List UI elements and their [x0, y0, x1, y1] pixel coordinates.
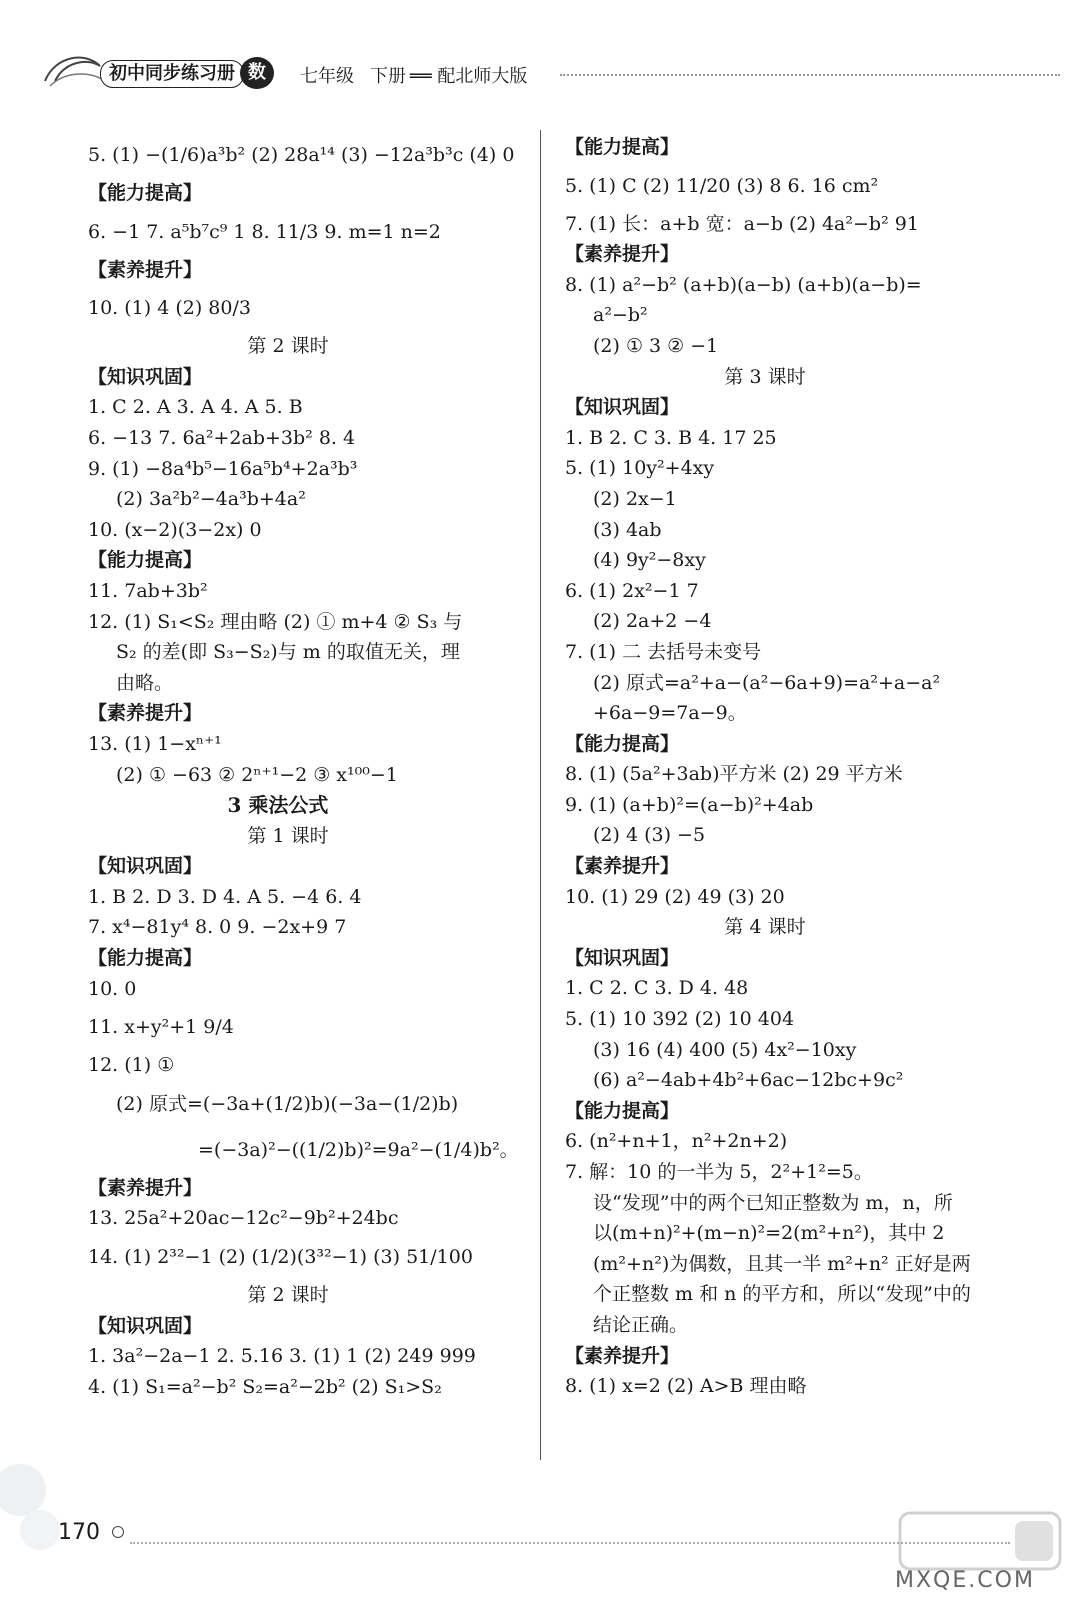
answer-line: 14. (1) 2³²−1 (2) (1/2)(3³²−1) (3) 51/100 — [88, 1246, 473, 1269]
answer-line: +6a−9=7a−9。 — [593, 702, 747, 725]
answer-line: 12. (1) S₁<S₂ 理由略 (2) ① m+4 ② S₃ 与 — [88, 610, 463, 633]
answer-line: 1. C 2. C 3. D 4. 48 — [565, 977, 749, 1000]
section-heading: 【素养提升】 — [88, 1176, 203, 1199]
answer-line: (2) 原式=(−3a+(1/2)b)(−3a−(1/2)b) — [116, 1092, 459, 1115]
grade-label: 七年级 — [300, 66, 354, 87]
right-column — [565, 132, 1035, 1402]
answer-line: (2) 2a+2 −4 — [593, 610, 712, 633]
section-heading: 【知识巩固】 — [88, 1314, 203, 1337]
answer-line: 7. (1) 二 去括号未变号 — [565, 640, 762, 663]
section-heading: 【能力提高】 — [88, 947, 203, 970]
answer-line: (2) 2x−1 — [593, 487, 677, 510]
answer-line: (2) 原式=a²+a−(a²−6a+9)=a²+a−a² — [593, 671, 941, 694]
answer-line: 10. (1) 4 (2) 80/3 — [88, 297, 251, 320]
page-number: 170 — [58, 1520, 100, 1545]
lesson-heading: 第 2 课时 — [247, 335, 329, 358]
answer-line: 6. −13 7. 6a²+2ab+3b² 8. 4 — [88, 426, 356, 449]
header-dotted-rule — [560, 74, 1060, 76]
section-heading: 【素养提升】 — [88, 258, 203, 281]
lesson-heading: 第 1 课时 — [247, 824, 329, 847]
answer-line: (6) a²−4ab+4b²+6ac−12bc+9c² — [593, 1069, 904, 1092]
footer-dotted-rule — [130, 1542, 1010, 1544]
answer-line: 1. 3a²−2a−1 2. 5.16 3. (1) 1 (2) 249 999 — [88, 1345, 476, 1368]
book-title: 初中同步练习册 — [100, 60, 244, 88]
corner-decoration-icon — [0, 1450, 70, 1570]
answer-line: 11. 7ab+3b² — [88, 579, 208, 602]
answer-line: (3) 16 (4) 400 (5) 4x²−10xy — [593, 1038, 857, 1061]
section-heading: 【知识巩固】 — [565, 396, 680, 419]
answer-line: 7. (1) 长：a+b 宽：a−b (2) 4a²−b² 91 — [565, 212, 919, 235]
section-heading: 【素养提升】 — [565, 1344, 680, 1367]
answer-line: (2) 4 (3) −5 — [593, 824, 706, 847]
lesson-heading: 第 2 课时 — [247, 1284, 329, 1307]
answer-line: a²−b² — [593, 304, 648, 327]
answer-line: 10. (1) 29 (2) 49 (3) 20 — [565, 885, 785, 908]
page-header — [0, 0, 1087, 115]
dash-decor: ══ — [410, 66, 438, 87]
section-heading: 【能力提高】 — [565, 732, 680, 755]
answer-line: 5. (1) −(1/6)a³b² (2) 28a¹⁴ (3) −12a³b³c (4) 0 — [88, 144, 515, 166]
answer-line: 结论正确。 — [593, 1313, 689, 1336]
lesson-heading: 第 4 课时 — [724, 916, 806, 939]
section-heading: 【能力提高】 — [565, 1099, 680, 1122]
answer-line: 7. x⁴−81y⁴ 8. 0 9. −2x+9 7 — [88, 916, 347, 939]
section-heading: 【能力提高】 — [88, 182, 203, 204]
answer-line: 4. (1) S₁=a²−b² S₂=a²−2b² (2) S₁>S₂ — [88, 1375, 442, 1398]
answer-line: (2) ① −63 ② 2ⁿ⁺¹−2 ③ x¹⁰⁰−1 — [116, 763, 398, 786]
answer-line: 1. B 2. C 3. B 4. 17 25 — [565, 426, 777, 449]
answer-line: 10. 0 — [88, 977, 137, 1000]
answer-line: 个正整数 m 和 n 的平方和，所以“发现”中的 — [593, 1283, 971, 1306]
answer-line: S₂ 的差(即 S₃−S₂)与 m 的取值无关，理 — [116, 641, 460, 664]
answer-line: 以(m+n)²+(m−n)²=2(m²+n²)，其中 2 — [593, 1222, 945, 1245]
answer-line: 6. −1 7. a⁵b⁷c⁹ 1 8. 11/3 9. m=1 n=2 — [88, 220, 441, 243]
answer-line: (2) 3a²b²−4a³b+4a² — [116, 488, 306, 511]
answer-line: 8. (1) (5a²+3ab)平方米 (2) 29 平方米 — [565, 763, 903, 786]
answer-line: 8. (1) x=2 (2) A>B 理由略 — [565, 1375, 807, 1398]
answer-line: 5. (1) 10 392 (2) 10 404 — [565, 1008, 795, 1031]
answer-line: 12. (1) ① — [88, 1054, 175, 1077]
answer-line: 7. 解：10 的一半为 5，2²+1²=5。 — [565, 1161, 873, 1183]
section-heading: 【素养提升】 — [88, 702, 203, 725]
answer-line: 1. C 2. A 3. A 4. A 5. B — [88, 396, 303, 419]
section-heading: 【能力提高】 — [88, 549, 203, 572]
section-heading: 【素养提升】 — [565, 855, 680, 878]
answer-line: 5. (1) 10y²+4xy — [565, 457, 715, 480]
answer-line: 6. (n²+n+1，n²+2n+2) — [565, 1130, 788, 1153]
answer-line: 9. (1) (a+b)²=(a−b)²+4ab — [565, 793, 814, 816]
edition-label — [410, 62, 527, 88]
answer-line: 8. (1) a²−b² (a+b)(a−b) (a+b)(a−b)= — [565, 273, 922, 296]
answer-line: 9. (1) −8a⁴b⁵−16a⁵b⁴+2a³b³ — [88, 457, 358, 480]
answer-line: 5. (1) C (2) 11/20 (3) 8 6. 16 cm² — [565, 174, 879, 197]
answer-line: 13. 25a²+20ac−12c²−9b²+24bc — [88, 1207, 399, 1230]
subject-badge: 数学 — [240, 57, 274, 89]
lesson-heading: 第 3 课时 — [724, 365, 806, 388]
section-heading: 【能力提高】 — [565, 136, 680, 158]
volume-label: 下册 — [370, 66, 406, 87]
section-heading: 【知识巩固】 — [88, 365, 203, 388]
answer-line: (2) ① 3 ② −1 — [593, 334, 719, 357]
answer-line: (3) 4ab — [593, 518, 662, 541]
answer-line: 10. (x−2)(3−2x) 0 — [88, 518, 262, 541]
edition-text: 配北师大版 — [437, 66, 528, 87]
answer-line: (4) 9y²−8xy — [593, 549, 706, 572]
section-heading: 【知识巩固】 — [565, 946, 680, 969]
answer-line: 由略。 — [116, 671, 174, 694]
answer-line: 13. (1) 1−xⁿ⁺¹ — [88, 732, 222, 755]
answer-line: (m²+n²)为偶数，且其一半 m²+n² 正好是两 — [593, 1252, 971, 1275]
section-heading: 【知识巩固】 — [88, 855, 203, 878]
page-number-circle-icon — [112, 1526, 124, 1538]
answer-line: 1. B 2. D 3. D 4. A 5. −4 6. 4 — [88, 885, 362, 908]
answer-line: 11. x+y²+1 9/4 — [88, 1016, 234, 1039]
lesson-heading: 3 乘法公式 — [227, 793, 329, 818]
watermark-text: MXQE.COM — [895, 1568, 1035, 1593]
answer-line: 设“发现”中的两个已知正整数为 m，n，所 — [593, 1191, 953, 1214]
answer-line: 6. (1) 2x²−1 7 — [565, 579, 699, 602]
answer-line: =(−3a)²−((1/2)b)²=9a²−(1/4)b²。 — [198, 1138, 519, 1161]
left-column — [88, 132, 558, 1402]
section-heading: 【素养提升】 — [565, 243, 680, 266]
